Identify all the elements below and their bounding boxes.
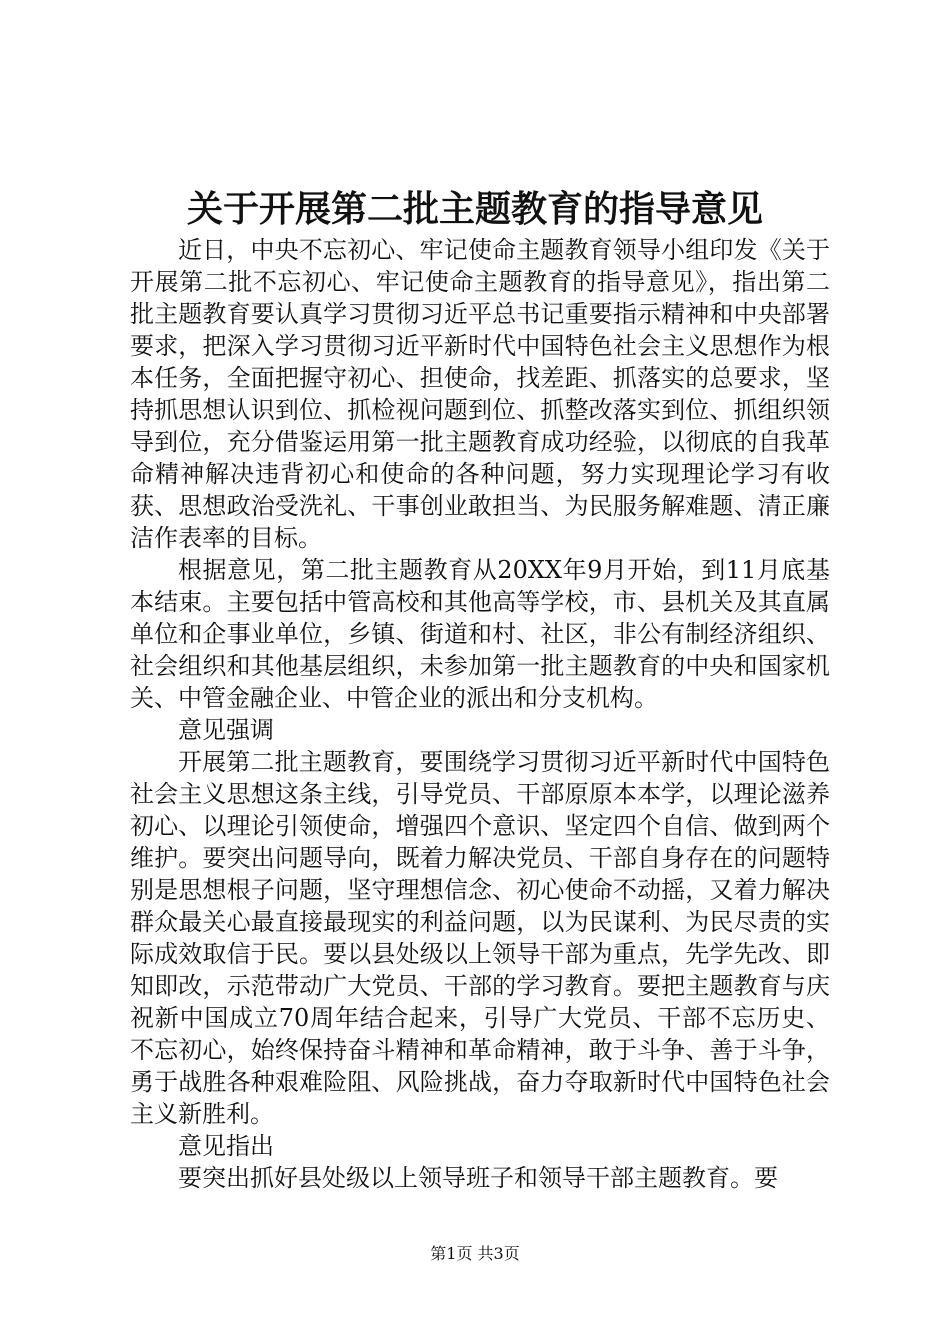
paragraph-points: 要突出抓好县处级以上领导班子和领导干部主题教育。要: [178, 1164, 778, 1192]
section-heading-points: 意见指出: [178, 1132, 274, 1160]
document-body: [130, 234, 830, 1194]
paragraph-intro: 近日，中央不忘初心、牢记使命主题教育领导小组印发《关于开展第二批不忘初心、牢记使命主题教育的指导意见》，指出第二批主题教育要认真学习贯彻习近平总书记重要指示精神和中央部署要求，把深入学习贯彻习近平新时代中国特色社会主义思想作为根本任务，全面把握守初心、担使命，找差距、抓落实的总要求，坚持抓思想认识到位、抓检视问题到位、抓整改落实到位、抓组织领导到位，充分借鉴运用第一批主题教育成功经验，以彻底的自我革命精神解决违背初心和使命的各种问题，努力实现理论学习有收获、思想政治受洗礼、干事创业敢担当、为民服务解难题、清正廉洁作表率的目标。: [130, 236, 830, 552]
section-heading-emphasis: 意见强调: [178, 716, 274, 744]
document-title: 关于开展第二批主题教育的指导意见: [186, 188, 763, 230]
page-footer: 第1页 共3页: [430, 1244, 520, 1263]
paragraph-emphasis: 开展第二批主题教育，要围绕学习贯彻习近平新时代中国特色社会主义思想这条主线，引导党员、干部原原本本学，以理论滋养初心、以理论引领使命，增强四个意识、坚定四个自信、做到两个维护。要突出问题导向，既着力解决党员、干部自身存在的问题特别是思想根子问题，坚守理想信念、初心使命不动摇，又着力解决群众最关心最直接最现实的利益问题，以为民谋利、为民尽责的实际成效取信于民。要以县处级以上领导干部为重点，先学先改、即知即改，示范带动广大党员、干部的学习教育。要把主题教育与庆祝新中国成立70周年结合起来，引导广大党员、干部不忘历史、不忘初心，始终保持奋斗精神和革命精神，敢于斗争、善于斗争，勇于战胜各种艰难险阻、风险挑战，奋力夺取新时代中国特色社会主义新胜利。: [130, 748, 830, 1128]
paragraph-scope: 根据意见，第二批主题教育从20XX年9月开始，到11月底基本结束。主要包括中管高校和其他高等学校，市、县机关及其直属单位和企事业单位，乡镇、街道和村、社区，非公有制经济组织、社会组织和其他基层组织，未参加第一批主题教育的中央和国家机关、中管金融企业、中管企业的派出和分支机构。: [130, 556, 830, 712]
